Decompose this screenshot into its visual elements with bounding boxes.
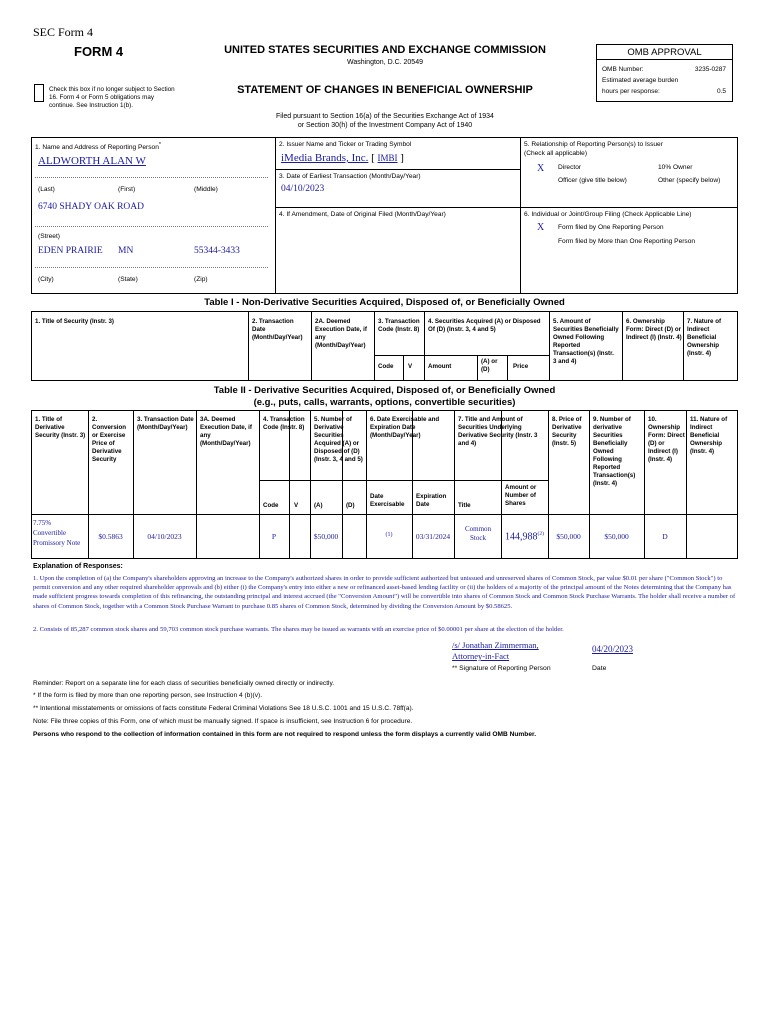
t2-row-underlying-title: Common Stock xyxy=(464,525,492,542)
t2-row-acquired: $50,000 xyxy=(313,532,339,541)
filed-pursuant-2: or Section 30(h) of the Investment Company Act of 1940 xyxy=(297,122,473,129)
t2-col3a-header: 3A. Deemed Execution Date, if any (Month/Day/Year) xyxy=(200,416,252,447)
table2-title-line1: Table II - Derivative Securities Acquired, Disposed of, or Beneficially Owned xyxy=(213,385,556,396)
t1-sub-code: Code xyxy=(378,363,394,370)
t1-col5-header: 5. Amount of Securities Beneficially Owned Following Reported Transaction(s) (Instr. 3 and 4) xyxy=(553,318,619,365)
t2-sub-a: (A) xyxy=(314,502,323,509)
ten-percent-owner-label: 10% Owner xyxy=(658,164,693,171)
t1-col2-header: 2. Transaction Date (Month/Day/Year) xyxy=(252,318,303,341)
state-value[interactable]: MN xyxy=(118,246,134,256)
state-label: (State) xyxy=(118,276,138,283)
box5-sublabel: (Check all applicable) xyxy=(524,150,588,157)
director-label: Director xyxy=(558,164,582,171)
date-label: Date xyxy=(592,665,607,672)
issuer-name[interactable]: iMedia Brands, Inc. xyxy=(281,152,369,164)
issuer-row: iMedia Brands, Inc. [ IMBI ] xyxy=(281,152,404,164)
t2-col6-header: 6. Date Exercisable and Expiration Date (Month/Day/Year) xyxy=(370,416,440,439)
t1-col1-header: 1. Title of Security (Instr. 3) xyxy=(35,318,114,325)
omb-hours-value: 0.5 xyxy=(716,88,726,95)
zip-value[interactable]: 55344-3433 xyxy=(194,246,240,256)
zip-label: (Zip) xyxy=(194,276,208,283)
signature-label: ** Signature of Reporting Person xyxy=(452,665,551,672)
other-label: Other (specify below) xyxy=(658,177,721,184)
statement-title: STATEMENT OF CHANGES IN BENEFICIAL OWNERSHIP xyxy=(237,84,533,96)
footer-omb-notice: Persons who respond to the collection of information contained in this form are not required to respond unless the form displays a currently valid OMB Number. xyxy=(33,731,537,738)
t2-sub-v: V xyxy=(294,502,299,509)
t2-col5-header: 5. Number of Derivative Securities Acquired (A) or Disposed of (D) (Instr. 3, 4 and 5) xyxy=(314,416,363,463)
t1-sub-price: Price xyxy=(513,363,529,370)
t2-sub-code: Code xyxy=(263,502,279,509)
footer-note-3: Note: File three copies of this Form, one of which must be manually signed. If space is insufficient, see Instruction 6 for procedure. xyxy=(33,718,413,725)
footnote-1: 1. Upon the completion of (a) the Company's shareholders approving an increase to the Company's authorized shares in order to provide sufficient authorized but unissued and unreserved shares of Common Stock, par value $0.01 per share ("Common Stock") to permit conversion and any other required shareholder approvals and (b) either (i) the Company's entry into either a new or refinanced asset-based lending facility or (ii) the holders of a majority of the principal amount of the Notes determining that the Company has made sufficient progress towards completion of this refinancing, the outstanding principal and interest accrued (the "Conversion Amount") will be convertible into shares of Common Stock and Common Stock Purchase Warrants. The holder shall receive a number of shares of Common Stock, together with a Common Stock Purchase Warrant to purchase 0.85 shares of Common Stock, determined by dividing the Conversion Amount by $0.58625. xyxy=(33,575,736,610)
filed-pursuant-1: Filed pursuant to Section 16(a) of the Securities Exchange Act of 1934 xyxy=(276,113,494,120)
t2-row-conversion-price: $0.5863 xyxy=(98,532,123,541)
t2-col1-header: 1. Title of Derivative Security (Instr. 3) xyxy=(35,416,86,439)
t2-row-price: $50,000 xyxy=(556,532,581,541)
t1-col7-header: 7. Nature of Indirect Beneficial Ownership (Instr. 4) xyxy=(687,318,722,357)
box3-label: 3. Date of Earliest Transaction (Month/Day/Year) xyxy=(279,173,421,180)
reporting-person-name[interactable]: ALDWORTH ALAN W xyxy=(38,155,146,167)
t2-sub-d: (D) xyxy=(346,502,355,509)
middle-label: (Middle) xyxy=(194,186,218,193)
t2-col8-header: 8. Price of Derivative Security (Instr. 5) xyxy=(552,416,582,447)
t2-col7-header: 7. Title and Amount of Securities Underlying Derivative Security (Instr. 3 and 4) xyxy=(458,416,538,447)
box4-label: 4. If Amendment, Date of Original Filed (Month/Day/Year) xyxy=(279,211,446,218)
agency-title: UNITED STATES SECURITIES AND EXCHANGE COMMISSION xyxy=(224,44,546,56)
one-reporting-person-checkbox[interactable]: X xyxy=(537,222,545,233)
last-label: (Last) xyxy=(38,186,55,193)
omb-title: OMB APPROVAL xyxy=(597,45,732,60)
t2-row-code: P xyxy=(271,532,277,541)
box1-label: 1. Name and Address of Reporting Person* xyxy=(35,142,162,152)
omb-burden-label: Estimated average burden xyxy=(602,77,679,84)
footnote-2: 2. Consists of 85,287 common stock shares and 59,703 common stock purchase warrants. The shares may be issued as warrants with an exercise price of $0.00001 per share at the election of the holder. xyxy=(33,626,564,633)
checkbox-instructions: Check this box if no longer subject to Section 16. Form 4 or Form 5 obligations may continue. See Instruction 1(b). xyxy=(49,86,175,109)
omb-number-label: OMB Number: xyxy=(602,66,644,73)
t1-sub-v: V xyxy=(408,363,413,370)
footer-note-2: ** Intentional misstatements or omissions of facts constitute Federal Criminal Violations See 18 U.S.C. 1001 and 15 U.S.C. 78ff(a). xyxy=(33,705,414,712)
first-label: (First) xyxy=(118,186,136,193)
t2-col4-header: 4. Transaction Code (Instr. 8) xyxy=(263,416,305,431)
box6-label: 6. Individual or Joint/Group Filing (Check Applicable Line) xyxy=(524,211,692,218)
t1-col3-header: 3. Transaction Code (Instr. 8) xyxy=(378,318,420,333)
t2-row-owned-following: $50,000 xyxy=(604,532,629,541)
agency-location: Washington, D.C. 20549 xyxy=(346,59,423,66)
t1-col2a-header: 2A. Deemed Execution Date, if any (Month/Day/Year) xyxy=(315,318,367,349)
officer-label: Officer (give title below) xyxy=(558,177,627,184)
t2-sub-expiration: Expiration Date xyxy=(416,493,447,508)
signature-date[interactable]: 04/20/2023 xyxy=(592,644,634,654)
page-label: SEC Form 4 xyxy=(33,25,94,39)
t1-col4-header: 4. Securities Acquired (A) or Disposed Of (D) (Instr. 3, 4 and 5) xyxy=(428,318,541,333)
earliest-transaction-date[interactable]: 04/10/2023 xyxy=(281,184,325,194)
t2-row-expiration: 03/31/2024 xyxy=(415,532,451,541)
t2-row-underlying-amount: 144,988$^{(2)}$ xyxy=(505,531,544,543)
one-reporting-person-label: Form filed by One Reporting Person xyxy=(558,224,664,231)
t2-row-security: 7.75% Convertible Promissory Note xyxy=(33,519,81,547)
more-reporting-persons-label: Form filed by More than One Reporting Person xyxy=(558,238,696,245)
director-checkbox[interactable]: X xyxy=(537,163,545,174)
t2-row-transaction-date: 04/10/2023 xyxy=(147,532,182,541)
t2-row-ownership-form: D xyxy=(662,532,668,541)
footer-note-1: * If the form is filed by more than one reporting person, see Instruction 4 (b)(v). xyxy=(33,692,263,699)
omb-number-value: 3235-0287 xyxy=(694,66,726,73)
t1-col6-header: 6. Ownership Form: Direct (D) or Indirect (I) (Instr. 4) xyxy=(626,318,682,341)
ticker-symbol[interactable]: IMBI xyxy=(377,153,398,163)
omb-hours-label: hours per response: xyxy=(602,88,660,95)
t2-sub-date-exercisable: Date Exercisable xyxy=(370,493,405,508)
t2-col2-header: 2. Conversion or Exercise Price of Derivative Security xyxy=(92,416,127,463)
t2-col10-header: 10. Ownership Form: Direct (D) or Indirect (I) (Instr. 4) xyxy=(648,416,685,463)
reminder-note: Reminder: Report on a separate line for each class of securities beneficially owned directly or indirectly. xyxy=(33,680,335,687)
street-address[interactable]: 6740 SHADY OAK ROAD xyxy=(38,202,144,212)
omb-approval-box xyxy=(596,44,733,102)
t2-row-date-exercisable: (1) xyxy=(385,532,393,538)
t1-sub-aord: (A) or (D) xyxy=(481,358,498,373)
city-label: (City) xyxy=(38,276,54,283)
box5-label: 5. Relationship of Reporting Person(s) to Issuer xyxy=(524,141,663,148)
no-longer-subject-checkbox[interactable] xyxy=(34,84,44,102)
table1-title: Table I - Non-Derivative Securities Acquired, Disposed of, or Beneficially Owned xyxy=(204,297,565,308)
form-title: FORM 4 xyxy=(74,44,124,59)
explanation-heading: Explanation of Responses: xyxy=(33,563,123,570)
t1-sub-amount: Amount xyxy=(428,363,452,370)
signature-name[interactable]: /s/ Jonathan Zimmerman, Attorney-in-Fact xyxy=(452,640,539,661)
city-value[interactable]: EDEN PRAIRIE xyxy=(38,246,103,256)
officer-checkbox[interactable] xyxy=(537,178,547,188)
street-label: (Street) xyxy=(38,233,60,240)
t2-sub-amount: Amount or Number of Shares xyxy=(505,484,537,507)
t2-sub-title: Title xyxy=(458,502,471,509)
table2-title-line2: (e.g., puts, calls, warrants, options, convertible securities) xyxy=(253,397,516,408)
t2-col3-header: 3. Transaction Date (Month/Day/Year) xyxy=(137,416,194,431)
t2-col9-header: 9. Number of derivative Securities Beneficially Owned Following Reported Transaction(s) (Instr. 4) xyxy=(593,416,636,487)
box2-label: 2. Issuer Name and Ticker or Trading Symbol xyxy=(279,141,412,148)
t2-col11-header: 11. Nature of Indirect Beneficial Ownership (Instr. 4) xyxy=(690,416,728,455)
